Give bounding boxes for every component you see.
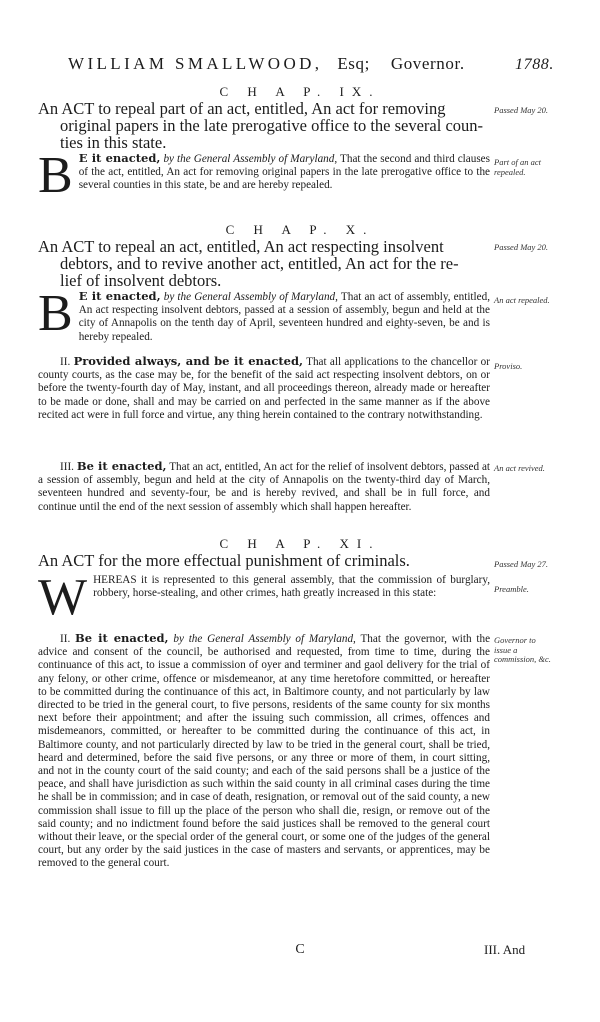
margin-note-revived: An act revived. [494,463,545,473]
chapter-10-title-line: An ACT to repeal an act, entitled, An act respecting insolvent [38,237,444,256]
chapter-11-title: An ACT for the more effectual punishment of criminals. [38,551,410,570]
enacting-authority: by the General Assembly of Maryland, [163,153,338,165]
chapter-11-section-2 [38,632,490,871]
margin-note-passed: Passed May 20. [494,105,549,115]
margin-note-repealed: An act repealed. [494,295,550,305]
enacting-authority: by the General Assembly of Maryland, [163,291,338,303]
chapter-9-title-line: ties in this state. [60,133,167,152]
margin-note: Part of an act repealed. [494,157,541,177]
chapter-10-section-3 [38,460,490,514]
enacting-clause: E it enacted, [78,289,161,303]
dropcap: W [38,569,88,626]
signature-mark: C [295,942,305,957]
margin-note-proviso: Proviso. [494,361,523,371]
chapter-9-heading: C H A P. IX. [219,84,381,99]
dropcap: B [38,147,73,204]
header-esq: Esq; [337,54,370,73]
header-year: 1788. [515,56,554,73]
header-governor: Governor. [390,54,465,73]
section-number: II. [60,356,71,368]
header-name: WILLIAM SMALLWOOD, [68,54,323,73]
section-text: That all applications to the chancellor or county courts, as the case may be, for the benefit of the said act respecting insolvent debtors, on or before the twenty-fourth day of May, instant, and all proceedings thereon, already made or hereafter to be made or done, shall and may be carried on and perfected in the same manner as if the above recited act were in full force and virtue, any thing herein contained to the contrary notwithstanding. [38,356,490,421]
chapter-10-enactment [38,285,491,344]
section-number: III. [60,461,74,473]
chapter-9-title-line: original papers in the late prerogative office to the several coun- [60,116,484,135]
margin-note-preamble: Preamble. [494,584,529,594]
chapter-11-preamble [38,569,490,626]
enactment-text: That the second and third clauses of the act, entitled, An act for removing original papers in the late prerogative office to the several counties in this state, be and are hereby repealed. [78,153,490,192]
enactment-text: That an act of assembly, entitled, An act respecting insolvent debtors, passed at a session of assembly, begun and held at the city of Annapolis on the tenth day of April, seventeen hundred and eighty-seven, be and is hereby repealed. [78,291,491,343]
chapter-10-title [38,238,490,289]
margin-note-governor: Governor to issue a commission, &c. [494,635,551,664]
enacting-clause: Be it enacted, [75,631,169,645]
chapter-10-title-line: debtors, and to revive another act, entitled, An act for the re- [60,254,459,273]
section-text: That an act, entitled, An act for the relief of insolvent debtors, passed at a session of assembly, begun and held at the city of Annapolis on the twenty-third day of March, seventeen hundred and seventy-four, be and is hereby revived, and shall be in full force, and continue until the end of the next session of assembly which shall happen hereafter. [38,461,491,513]
section-text: That the governor, with the advice and consent of the council, be authorised and requested, from time to time, during the continuance of this act, to issue a commission of oyer and terminer and gaol delivery for the trial of any felony, or other crime, offence or misdemeanor, at any time heretofore committed, or hereafter to be committed during the continuance of this act, in Baltimore county, and not particularly by law directed to be tried in the general court, to five persons, residents of the same county for six months next before their appointment; and after the issuing such commission, all crimes, offences and misdemeanors, committed, or hereafter to be committed during the continuance of this act, in Baltimore county, and not particularly directed by law to be tried in the general court, shall be tried, heard and determined, before the said five persons, or any three or more of them, in court sitting, and not in the county court of the said county; and each of the said persons shall be a justice of the peace, and shall have jurisdiction as such within the said county in all criminal cases during the time he shall be in commission; and in case of death, resignation, or removal out of the said county, a new commission shall issue to fill up the place of the person who shall die, resign, or remove out of the said county; and no indictment found before the said justices shall be removed to the general court without their leave, or the special order of the general court, or some one of the judges of the general court, but any order by the said justices in the case of masters and servants, or apprentices, may be removed to the general court. [38,633,491,870]
chapter-9-enactment [38,147,490,204]
enacting-clause: E it enacted, [78,151,161,165]
chapter-10-title-line: lief of insolvent debtors. [60,271,222,290]
margin-note-passed: Passed May 27. [494,559,549,569]
chapter-9-title [38,100,490,151]
chapter-10-section-2 [38,355,490,422]
margin-note-passed: Passed May 20. [494,242,549,252]
preamble-text: HEREAS it is represented to this general assembly, that the commission of burglary, robbery, horse-stealing, and other crimes, hath greatly increased in this state: [93,574,490,600]
enacting-clause: Be it enacted, [76,459,167,473]
catchword: III. And [484,942,526,957]
proviso-clause: Provided always, and be it enacted, [73,354,303,368]
chapter-11-heading: C H A P. XI. [219,536,381,551]
chapter-9-title-line: An ACT to repeal part of an act, entitled, An act for removing [38,99,446,118]
section-number: II. [60,633,71,645]
chapter-10-heading: C H A P. X. [225,222,375,237]
dropcap: B [38,285,73,342]
running-header [68,54,554,74]
enacting-authority: by the General Assembly of Maryland, [173,633,356,645]
